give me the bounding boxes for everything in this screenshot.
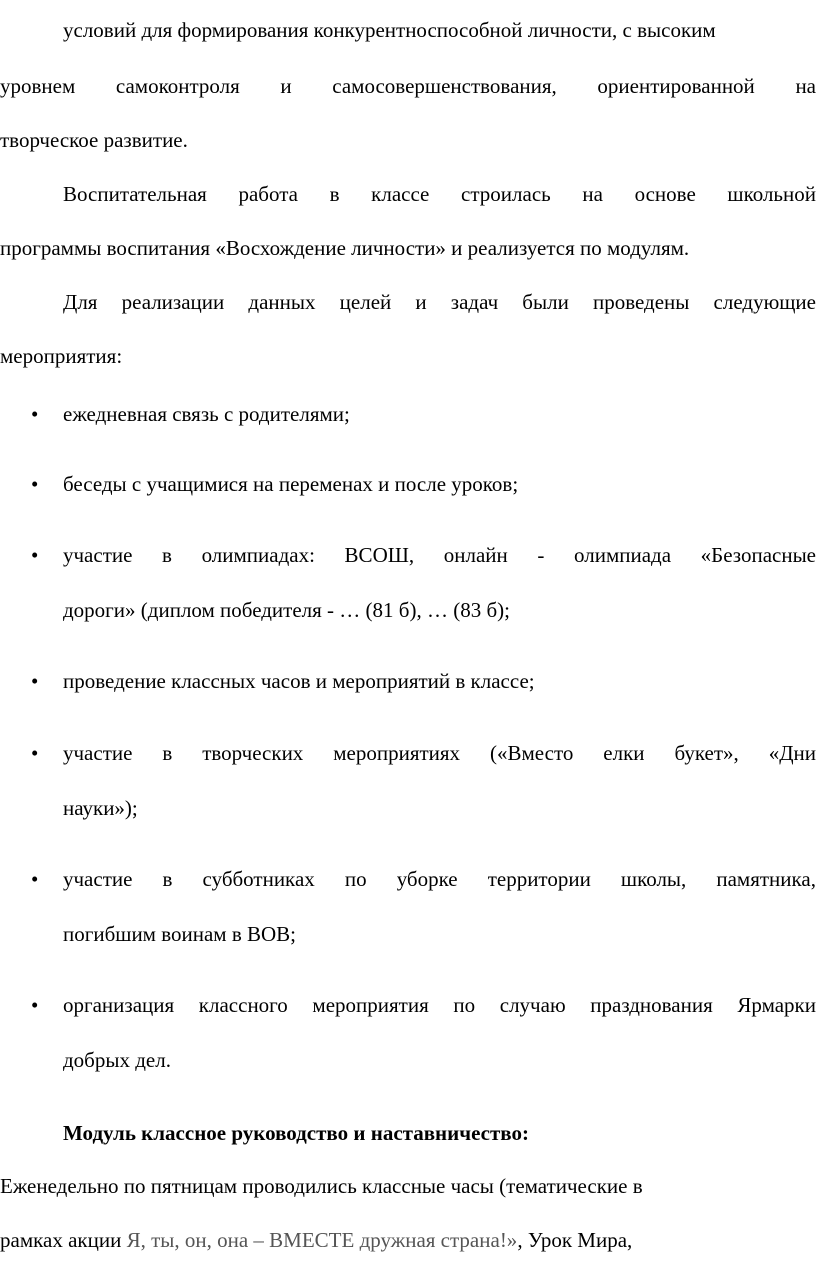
bullet-marker: • (31, 472, 39, 496)
paragraph-text: рамках акции (0, 1228, 127, 1252)
paragraph-line: мероприятия: (0, 344, 123, 368)
list-item-text: ежедневная связь с родителями; (63, 402, 350, 426)
list-item-text: организация классного мероприятия по случаю празднования Ярмарки (63, 993, 816, 1017)
paragraph-line: условий для формирования конкурентноспособной личности, с высоким (63, 18, 716, 42)
bullet-marker: • (31, 669, 39, 693)
list-item-text: участие в творческих мероприятиях («Вместо елки букет», «Дни (63, 741, 816, 765)
paragraph-line (0, 1230, 632, 1251)
bullet-marker: • (31, 867, 39, 891)
paragraph-line: программы воспитания «Восхождение личности» и реализуется по модулям. (0, 236, 690, 260)
paragraph-line: уровнем самоконтроля и самосовершенствования, ориентированной на (0, 74, 816, 98)
list-item-text: участие в субботниках по уборке территории школы, памятника, (63, 867, 816, 891)
list-item-text: добрых дел. (63, 1048, 171, 1072)
paragraph-line: творческое развитие. (0, 128, 188, 152)
list-item-text: погибшим воинам в ВОВ; (63, 922, 297, 946)
list-item-text: дороги» (диплом победителя - … (81 б), … (83 б); (63, 598, 510, 622)
section-heading: Модуль классное руководство и наставничество: (63, 1121, 529, 1145)
list-item-text: науки»); (63, 796, 138, 820)
list-item-text: участие в олимпиадах: ВСОШ, онлайн - олимпиада «Безопасные (63, 543, 816, 567)
list-item-text: беседы с учащимися на переменах и после уроков; (63, 472, 519, 496)
paragraph-line: Для реализации данных целей и задач были проведены следующие (63, 290, 816, 314)
bullet-marker: • (31, 741, 39, 765)
bullet-marker: • (31, 993, 39, 1017)
bullet-marker: • (31, 543, 39, 567)
paragraph-line: Воспитательная работа в классе строилась на основе школьной (63, 182, 816, 206)
paragraph-line: Еженедельно по пятницам проводились классные часы (тематические в (0, 1174, 643, 1198)
paragraph-text: , Урок Мира, (517, 1228, 633, 1252)
campaign-title: Я, ты, он, она – ВМЕСТЕ дружная страна!» (126, 1228, 518, 1252)
list-item-text: проведение классных часов и мероприятий в классе; (63, 669, 535, 693)
bullet-marker: • (31, 402, 39, 426)
